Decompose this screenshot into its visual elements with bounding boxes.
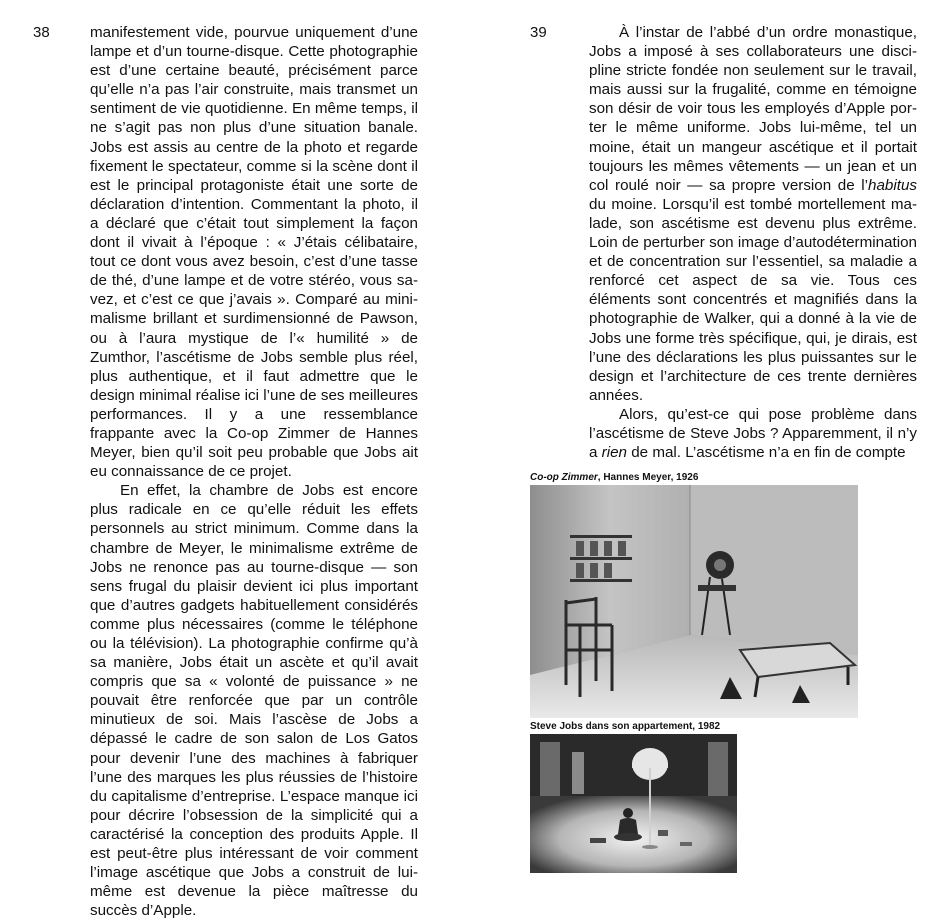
figure-1-caption-title: Co-op Zimmer xyxy=(530,472,598,483)
figure-2-caption: Steve Jobs dans son appartement, 1982 xyxy=(530,721,721,732)
emphasis-rien: rien xyxy=(601,444,627,462)
right-paragraph-1-part-a: À l’instar de l’abbé d’un ordre monastique, Jobs a imposé à ses collaborateurs une discipline stricte fondée non seulement sur le travail, mais aussi sur la frugalité, comme en témoigne son désir de voir tous les employés d’Apple porter le même uniforme. Jobs lui-même, tel un moine, était un mangeur ascétique et il portait toujours les mêmes vêtements — un jean et un col roulé noir — sa propre version de l’ xyxy=(589,24,917,194)
emphasis-habitus: habitus xyxy=(868,176,917,194)
left-paragraph-1: manifestement vide, pourvue uniquement d’une lampe et d’un tourne-disque. Cette photographie est d’une certaine beauté, précisément parce qu’elle n’a pas l’air construite, mais transmet un sentiment de vie quotidienne. En même temps, il ne s’agit pas non plus d’une situation banale. Jobs est assis au centre de la photo et regarde fixement le spectateur, comme si la scène dont il est le principal protagoniste était une sorte de déclaration d’intention. Commentant la photo, il a déclaré que c’était tout simplement la façon dont il vivait à l’époque : « J’étais célibataire, tout ce dont vous avez besoin, c’est d’une tasse de thé, d’une lampe et de votre stéréo, vous savez, et c’est ce que j’avais ». Comparé au minimalisme brillant et surdimensionné de Pawson, ou à l’aura mystique de l’« humilité » de Zumthor, l’ascétisme de Jobs semble plus réel, plus authentique, et il faut admettre que le design minimal réalise ici l’une de ses meilleures performances. Il y a une ressemblance frappante avec la Co-op Zimmer de Hannes Meyer, bien qu’il soit peu probable que Jobs ait eu connaissance de ce projet. xyxy=(90,24,418,481)
right-paragraph-2-part-b: de mal. L’ascétisme n’a en fin de compte xyxy=(627,444,906,462)
figure-1-caption-rest: , Hannes Meyer, 1926 xyxy=(597,472,699,483)
right-paragraph-1 xyxy=(589,23,917,405)
right-paragraph-2-part-a: Alors, qu’est-ce qui pose problème dans l’ascétisme de Steve Jobs ? Apparemment, il n’y a xyxy=(589,405,917,462)
figure-1-caption xyxy=(530,472,698,484)
left-text-column xyxy=(90,23,418,920)
right-paragraph-2 xyxy=(589,405,917,462)
steve-jobs-apartment-photo xyxy=(530,734,737,873)
right-text-column xyxy=(589,23,917,462)
right-paragraph-1-part-b: du moine. Lorsqu’il est tombé mortellement malade, son ascétisme est devenu plus extrême. Loin de perturber son image d’autodétermination et de concentration sur l’essentiel, sa maladie a renforcé cet aspect de sa vie. Tous ces éléments sont concentrés et magnifiés dans la photographie de Walker, qui a donné à la vie de Jobs une forme très spécifique, qui, je dirais, est l’une des déclarations les plus puissantes sur le design et l’architecture de ces trente dernières années. xyxy=(589,195,917,404)
page-number-left: 38 xyxy=(33,24,50,41)
page-number-right: 39 xyxy=(530,24,547,41)
left-paragraph-2: En effet, la chambre de Jobs est encore plus radicale en ce qu’elle réduit les effets personnels au strict minimum. Comme dans la chambre de Meyer, le minimalisme extrême de Jobs ne renonce pas au tourne-disque — son sens frugal du plaisir devient ici plus important que d’autres gadgets habituellement considérés comme plus nécessaires (comme le téléphone ou la télévision). La photographie confirme qu’à sa manière, Jobs était un ascète et qu’il avait compris que sa « volonté de puissance » ne pouvait être renforcée que par un contrôle minutieux de soi. Mais l’ascèse de Jobs a dépassé le cadre de son salon de Los Gatos pour devenir l’une des machines à fabriquer l’une des marques les plus réussies de l’histoire du capitalisme d’entreprise. L’espace manque ici pour décrire l’obsession de la simplicité qui a caractérisé la conception des produits Apple. Il est peut-être plus intéressant de voir comment l’image ascétique que Jobs a construit de lui-même est devenue la pièce maîtresse du succès d’Apple. xyxy=(90,482,418,920)
co-op-zimmer-photo xyxy=(530,485,858,718)
